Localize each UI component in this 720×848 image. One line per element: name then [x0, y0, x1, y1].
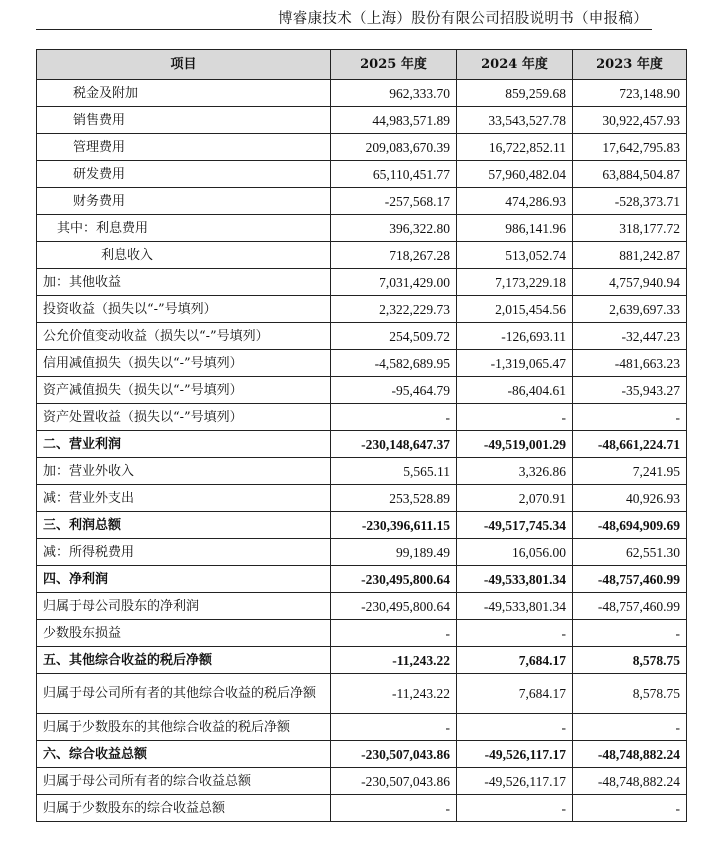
- value-2025: 209,083,670.39: [331, 134, 457, 161]
- row-label: 归属于母公司股东的净利润: [37, 593, 331, 620]
- table-row: [37, 674, 687, 714]
- value-2023: 723,148.90: [573, 80, 687, 107]
- value-2024: 16,722,852.11: [457, 134, 573, 161]
- row-label: 管理费用: [37, 134, 331, 161]
- table-row: [37, 377, 687, 404]
- value-2024: -49,526,117.17: [457, 768, 573, 795]
- value-2025: 962,333.70: [331, 80, 457, 107]
- row-label: 税金及附加: [37, 80, 331, 107]
- value-2024: -126,693.11: [457, 323, 573, 350]
- value-2023: -528,373.71: [573, 188, 687, 215]
- value-2024: 7,173,229.18: [457, 269, 573, 296]
- row-label: 四、净利润: [37, 566, 331, 593]
- value-2023: 7,241.95: [573, 458, 687, 485]
- row-label: 归属于母公司所有者的综合收益总额: [37, 768, 331, 795]
- table-row: [37, 566, 687, 593]
- value-2023: -48,748,882.24: [573, 768, 687, 795]
- value-2025: 44,983,571.89: [331, 107, 457, 134]
- row-label: 公允价值变动收益（损失以“-”号填列）: [37, 323, 331, 350]
- row-label: 三、利润总额: [37, 512, 331, 539]
- row-label: 加：其他收益: [37, 269, 331, 296]
- row-label: 销售费用: [37, 107, 331, 134]
- value-2025: -4,582,689.95: [331, 350, 457, 377]
- row-label: 二、营业利润: [37, 431, 331, 458]
- value-2025: -230,495,800.64: [331, 566, 457, 593]
- value-2025: 718,267.28: [331, 242, 457, 269]
- value-2023: 881,242.87: [573, 242, 687, 269]
- table-row: [37, 620, 687, 647]
- row-label: 减：营业外支出: [37, 485, 331, 512]
- value-2024: 2,070.91: [457, 485, 573, 512]
- row-label: 五、其他综合收益的税后净额: [37, 647, 331, 674]
- value-2024: 7,684.17: [457, 647, 573, 674]
- value-2025: -230,507,043.86: [331, 768, 457, 795]
- table-row: [37, 188, 687, 215]
- table-row: [37, 404, 687, 431]
- value-2024: -49,519,001.29: [457, 431, 573, 458]
- table-row: [37, 458, 687, 485]
- row-label: 归属于母公司所有者的其他综合收益的税后净额: [37, 674, 331, 714]
- value-2023: -48,748,882.24: [573, 741, 687, 768]
- table-row: [37, 593, 687, 620]
- table-row: [37, 741, 687, 768]
- value-2023: -: [573, 620, 687, 647]
- value-2024: 986,141.96: [457, 215, 573, 242]
- value-2024: -49,517,745.34: [457, 512, 573, 539]
- table-row: [37, 512, 687, 539]
- value-2023: 318,177.72: [573, 215, 687, 242]
- value-2024: -: [457, 795, 573, 822]
- table-row: [37, 161, 687, 188]
- value-2025: 7,031,429.00: [331, 269, 457, 296]
- value-2025: 253,528.89: [331, 485, 457, 512]
- row-label: 六、综合收益总额: [37, 741, 331, 768]
- value-2025: -: [331, 795, 457, 822]
- row-label: 信用减值损失（损失以“-”号填列）: [37, 350, 331, 377]
- column-header-item: 项目: [37, 50, 331, 80]
- table-header-row: [37, 50, 687, 80]
- value-2025: -: [331, 714, 457, 741]
- row-label: 归属于少数股东的综合收益总额: [37, 795, 331, 822]
- value-2024: -: [457, 714, 573, 741]
- row-label: 财务费用: [37, 188, 331, 215]
- document-header-title: 博睿康技术（上海）股份有限公司招股说明书（申报稿）: [278, 11, 648, 27]
- table-row: [37, 215, 687, 242]
- value-2023: -32,447.23: [573, 323, 687, 350]
- value-2023: -: [573, 404, 687, 431]
- value-2024: 3,326.86: [457, 458, 573, 485]
- row-label: 减：所得税费用: [37, 539, 331, 566]
- table-row: [37, 296, 687, 323]
- table-row: [37, 80, 687, 107]
- row-label: 研发费用: [37, 161, 331, 188]
- row-label: 资产减值损失（损失以“-”号填列）: [37, 377, 331, 404]
- value-2023: -481,663.23: [573, 350, 687, 377]
- value-2023: -48,757,460.99: [573, 593, 687, 620]
- value-2025: -230,507,043.86: [331, 741, 457, 768]
- value-2025: 99,189.49: [331, 539, 457, 566]
- column-header-2024: 2024 年度: [457, 50, 573, 80]
- value-2024: -49,526,117.17: [457, 741, 573, 768]
- value-2025: -230,495,800.64: [331, 593, 457, 620]
- value-2025: 5,565.11: [331, 458, 457, 485]
- value-2023: 8,578.75: [573, 647, 687, 674]
- column-header-2025: 2025 年度: [331, 50, 457, 80]
- value-2025: -: [331, 620, 457, 647]
- value-2023: -48,757,460.99: [573, 566, 687, 593]
- value-2023: 17,642,795.83: [573, 134, 687, 161]
- value-2025: -257,568.17: [331, 188, 457, 215]
- value-2024: 7,684.17: [457, 674, 573, 714]
- header-divider: [36, 29, 652, 30]
- table-row: [37, 795, 687, 822]
- income-statement-table: [36, 49, 687, 822]
- value-2023: -: [573, 714, 687, 741]
- row-label: 利息收入: [37, 242, 331, 269]
- table-row: [37, 768, 687, 795]
- value-2024: 474,286.93: [457, 188, 573, 215]
- table-row: [37, 134, 687, 161]
- value-2025: 2,322,229.73: [331, 296, 457, 323]
- value-2024: -86,404.61: [457, 377, 573, 404]
- value-2025: -230,148,647.37: [331, 431, 457, 458]
- value-2025: -: [331, 404, 457, 431]
- value-2023: -35,943.27: [573, 377, 687, 404]
- value-2024: 513,052.74: [457, 242, 573, 269]
- column-header-2023: 2023 年度: [573, 50, 687, 80]
- value-2023: 63,884,504.87: [573, 161, 687, 188]
- value-2025: -11,243.22: [331, 674, 457, 714]
- value-2023: 62,551.30: [573, 539, 687, 566]
- value-2024: -: [457, 620, 573, 647]
- value-2025: -11,243.22: [331, 647, 457, 674]
- value-2025: -95,464.79: [331, 377, 457, 404]
- row-label: 归属于少数股东的其他综合收益的税后净额: [37, 714, 331, 741]
- table-row: [37, 647, 687, 674]
- value-2023: 40,926.93: [573, 485, 687, 512]
- table-row: [37, 242, 687, 269]
- value-2023: 2,639,697.33: [573, 296, 687, 323]
- value-2025: -230,396,611.15: [331, 512, 457, 539]
- value-2024: 16,056.00: [457, 539, 573, 566]
- table-row: [37, 323, 687, 350]
- value-2025: 254,509.72: [331, 323, 457, 350]
- table-body: [37, 80, 687, 822]
- table-row: [37, 431, 687, 458]
- row-label: 投资收益（损失以“-”号填列）: [37, 296, 331, 323]
- value-2023: 4,757,940.94: [573, 269, 687, 296]
- value-2023: -48,661,224.71: [573, 431, 687, 458]
- value-2025: 396,322.80: [331, 215, 457, 242]
- value-2024: -1,319,065.47: [457, 350, 573, 377]
- row-label: 其中：利息费用: [37, 215, 331, 242]
- value-2024: 57,960,482.04: [457, 161, 573, 188]
- value-2024: -49,533,801.34: [457, 593, 573, 620]
- table-row: [37, 539, 687, 566]
- value-2024: 33,543,527.78: [457, 107, 573, 134]
- row-label: 少数股东损益: [37, 620, 331, 647]
- value-2025: 65,110,451.77: [331, 161, 457, 188]
- row-label: 加：营业外收入: [37, 458, 331, 485]
- table-row: [37, 485, 687, 512]
- value-2024: -: [457, 404, 573, 431]
- value-2023: 8,578.75: [573, 674, 687, 714]
- value-2023: -48,694,909.69: [573, 512, 687, 539]
- table-row: [37, 107, 687, 134]
- table-row: [37, 269, 687, 296]
- value-2024: 859,259.68: [457, 80, 573, 107]
- value-2024: -49,533,801.34: [457, 566, 573, 593]
- row-label: 资产处置收益（损失以“-”号填列）: [37, 404, 331, 431]
- value-2023: -: [573, 795, 687, 822]
- table-row: [37, 350, 687, 377]
- table-row: [37, 714, 687, 741]
- value-2023: 30,922,457.93: [573, 107, 687, 134]
- value-2024: 2,015,454.56: [457, 296, 573, 323]
